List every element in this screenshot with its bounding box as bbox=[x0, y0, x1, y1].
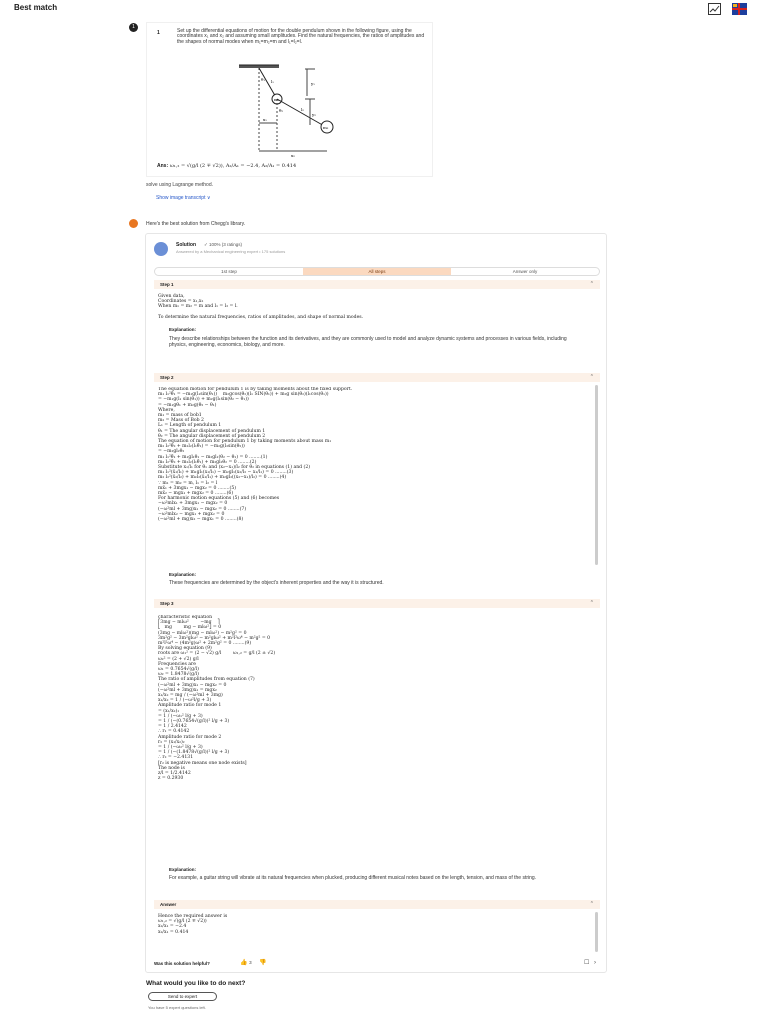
step-1 bbox=[154, 280, 600, 348]
step-2-body: The equation motion for pendulum 1 is by taking moments about the fixed support. m₁ l₁²θ̈₁ = −m₁g(l₁sin(θ₁)) m₂gcos(θ₂)(l₁ SIN(θ₁)) + m₂g sin(θ₂)(l₁cos(θ₁)) = −m₁g(l₁ sin(θ₁)) + m₂g(l₁sin(θ₂ − θ₁)) = −m₁gθ₁ + m₂g(θ₂ − θ₁) Where, m₁ = mass of bob1 m₂ = Mass of Bob 2 L₁ = Length of pendulum 1 θ₁ = The angular displacement of pendulum 1 θ₂ = The angular displacement of pendulum 2 The equation of motion for pendulum 1 by taking moments about mass m₁ m₂ l₂²θ̈₂ + m₂l₂(l₁θ̈₁) = −m₂g(l₂sin(θ₂)) = −m₂gl₂θ₂ m₁ l₁²θ̈₁ + m₁gl₁θ₁ − m₂gl₁(θ₂ − θ₁) = 0 ........(1) m₂ l₂²θ̈₂ + m₂l₂(l₁θ̈₁) + m₂gl₂θ₂ = 0 ........(2) Substitute x₁/l₁ for θ₁ and (x₂−x₁)/l₂ for θ₂ in equations (1) and (2) m₁ l₁²(ẍ₁/l₁) + m₁gl₁(x₁/l₁) − m₂gl₁(x₂/l₂ − x₁/l₁) = 0 ........(3) m₂ l₂²(ẍ₂/l₂) + m₂l₂(ẍ₁/l₁) + m₂gl₂((x₂−x₁)/l₂) = 0 ........(4) ∵ m₁ = m₂ = m, l₁ = l₂ = l mẍ₁ + 3mgx₁ − mgx₂ = 0 ........(5) mẍ₂ − mgx₁ + mgx₂ = 0 ........(6) For harmonic motion equations (5) and (6) becomes −ω²mlx₁ + 3mgx₁ − mgx₂ = 0 (−ω²ml + 3mg)x₁ − mgx₂ = 0 ........(7) −ω²mlx₂ − mgx₁ + mgx₂ = 0 (−ω²ml + mg)x₂ − mgx₁ = 0 ........(8) bbox=[158, 387, 353, 523]
l1-label: l₁ bbox=[271, 79, 274, 84]
question-answer bbox=[157, 163, 296, 169]
step-3-label: Step 3 bbox=[160, 601, 174, 606]
m1-label: m₁ bbox=[274, 97, 280, 102]
send-to-expert-label: Send to expert bbox=[167, 994, 198, 999]
chevron-up-icon[interactable]: ⌃ bbox=[589, 281, 594, 287]
step-1-explanation: They describe relationships between the function and its derivatives, and they are commonly used to model and analyze dynamic systems and processes in various fields, including physics, engineering, economics, biology, and more. bbox=[169, 336, 567, 349]
m2-label: m₂ bbox=[323, 125, 329, 130]
step-2-label: Step 2 bbox=[160, 375, 174, 380]
solution-subtitle: Answered by a Mechanical engineering expert • 175 solutions bbox=[176, 249, 286, 254]
y2-label: y₂ bbox=[312, 112, 316, 117]
step-2 bbox=[154, 373, 600, 586]
y1-label: y₁ bbox=[311, 81, 315, 86]
tab-1st-step[interactable]: 1st step bbox=[221, 269, 237, 274]
chevron-up-icon[interactable]: ⌃ bbox=[589, 600, 594, 606]
chevron-right-icon[interactable]: › bbox=[594, 960, 596, 966]
question-badge: 1 bbox=[129, 23, 138, 32]
step-3 bbox=[154, 599, 600, 881]
step-2-header[interactable] bbox=[154, 373, 600, 382]
step-1-explanation-title: Explanation: bbox=[169, 327, 197, 333]
answer-label: Ans: bbox=[157, 163, 169, 169]
questions-left-text: You have 5 expert questions left. bbox=[148, 1005, 206, 1010]
feedback-buttons bbox=[240, 959, 267, 966]
chegg-intro: Here's the best solution from Chegg's library. bbox=[146, 221, 246, 227]
l2-label: l₂ bbox=[301, 107, 304, 112]
thumbs-up-icon[interactable]: 👍 bbox=[240, 960, 248, 966]
step-1-body: Given data, Coordinates = x₁,x₂ When m₁ = m₂ = m and l₁ = l₂ = l. To determine the natural frequencies, ratios of amplitudes, and shape of normal modes. bbox=[158, 294, 364, 320]
page-title: Best match bbox=[14, 3, 58, 12]
bookmark-icon[interactable]: ☐ bbox=[583, 960, 590, 966]
like-count: 3 bbox=[249, 960, 252, 965]
step-3-header[interactable] bbox=[154, 599, 600, 608]
step-2-explanation: These frequencies are determined by the object's inherent properties and the way it is structured. bbox=[169, 580, 384, 586]
double-pendulum-figure bbox=[227, 61, 367, 173]
theta2-label: θ₂ bbox=[279, 108, 284, 113]
flag-icon[interactable] bbox=[732, 2, 745, 14]
solution-title: Solution bbox=[176, 242, 196, 248]
card-actions bbox=[584, 959, 596, 966]
helpful-prompt: Was this solution helpful? bbox=[154, 961, 210, 966]
answer-header[interactable] bbox=[154, 900, 600, 909]
answer-step-label: Answer bbox=[160, 902, 177, 907]
step-1-label: Step 1 bbox=[160, 282, 174, 287]
question-card bbox=[146, 22, 433, 177]
step-3-explanation: For example, a guitar string will vibrate at its natural frequencies when plucked, producing different musical notes based on the length, tension, and mass of the string. bbox=[169, 875, 537, 881]
step-3-explanation-title: Explanation: bbox=[169, 867, 197, 872]
chegg-logo-icon bbox=[129, 219, 138, 228]
tab-answer-only[interactable]: Answer only bbox=[512, 269, 538, 274]
chevron-up-icon[interactable]: ⌃ bbox=[589, 374, 594, 380]
theta1-label: θ₁ bbox=[261, 77, 266, 82]
solve-note: solve using Lagrange method. bbox=[146, 182, 213, 188]
expert-avatar bbox=[154, 242, 168, 256]
trend-icon[interactable] bbox=[708, 2, 721, 14]
show-transcript-link[interactable]: Show image transcript ∨ bbox=[156, 195, 211, 201]
x1-label: x₁ bbox=[263, 117, 267, 122]
step-2-explanation-title: Explanation: bbox=[169, 572, 197, 577]
next-actions-title: What would you like to do next? bbox=[146, 980, 246, 987]
answer-scrollbar[interactable] bbox=[595, 912, 598, 952]
step-tabs bbox=[154, 267, 600, 276]
question-text: Set up the differential equations of motion for the double pendulum shown in the following figure, using the coordinates x₁ and x₂ and assuming small amplitudes. Find the natural frequencies, the ratios of amplitudes and the shapes of normal modes when m₁=m₂=m and l₁=l₂=l. bbox=[177, 28, 425, 45]
solution-card bbox=[145, 233, 607, 973]
solution-rating: ✓ 100% (3 ratings) bbox=[204, 242, 243, 247]
send-to-expert-button[interactable] bbox=[148, 992, 217, 1001]
answer-body: Hence the required answer is ω₁,₂ = √(g/l (2 ∓ √2)) x₂/x₁ = −2.4 x₂/x₁ = 0.414 bbox=[158, 914, 228, 935]
step-1-header[interactable] bbox=[154, 280, 600, 289]
answer-step bbox=[154, 900, 600, 935]
chevron-up-icon[interactable]: ⌃ bbox=[589, 901, 594, 907]
step-2-scrollbar[interactable] bbox=[595, 385, 598, 565]
x2-label: x₂ bbox=[291, 153, 295, 158]
thumbs-down-icon[interactable]: 👎 bbox=[259, 960, 267, 966]
tab-all-steps[interactable]: All steps bbox=[303, 268, 451, 275]
top-bar bbox=[0, 0, 768, 16]
step-3-body: characteristic equation ⎡3mg − mlω² −mg ⎤ ⎣ mg mg − mlω²⎦ = 0 (3mg − mlω²)(mg − mlω²) − m²g² = 0 3m²g² − 3m²glω² − m²glω² + m²l²ω⁴ − m²g² = 0 m²l²ω⁴ − (4m²g)ω² + 2m²g² = 0 ........(9) By solving equation (9) roots are ω₁² = (2 − √2) g/l ω₁,₂ = g/l (2 ± √2) ω₂² = (2 + √2) g/l Frequencies are ω₁ = 0.7654√(g/l) ω₂ = 1.8478√(g/l) The ratio of amplitudes from equation (7) (−ω²ml + 3mg)x₁ − mgx₂ = 0 (−ω²ml + 3mg)x₁ = mgx₂ x₁/x₂ = mg / (−ω²ml + 3mg) x₁/x₂ = 1 / (−ω²l/g + 3) Amplitude ratio for mode 1 = (x₁/x₂)₁ = 1 / (−ω₁² l/g + 3) = 1 / (−(0.7654√(g/l))² l/g + 3) = 1 / 2.4142 ∴ r₁ = 0.4142 Amplitude ratio for mode 2 r₂ = (x₁/x₂)₂ = 1 / (−ω₂² l/g + 3) = 1 / (−(1.8478√(g/l))² l/g + 3) ∴ r₂ = −2.4131 [r₂ is negative means one node exists] The node is z/l = 1/2.4142 z = 0.2930 bbox=[158, 615, 276, 782]
question-number: 1 bbox=[157, 30, 160, 36]
answer-formula: ω₁,₂ = √(g/l (2 ∓ √2)), A₂/A₁ = −2.4, A₂/A₁ = 0.414 bbox=[169, 163, 297, 169]
